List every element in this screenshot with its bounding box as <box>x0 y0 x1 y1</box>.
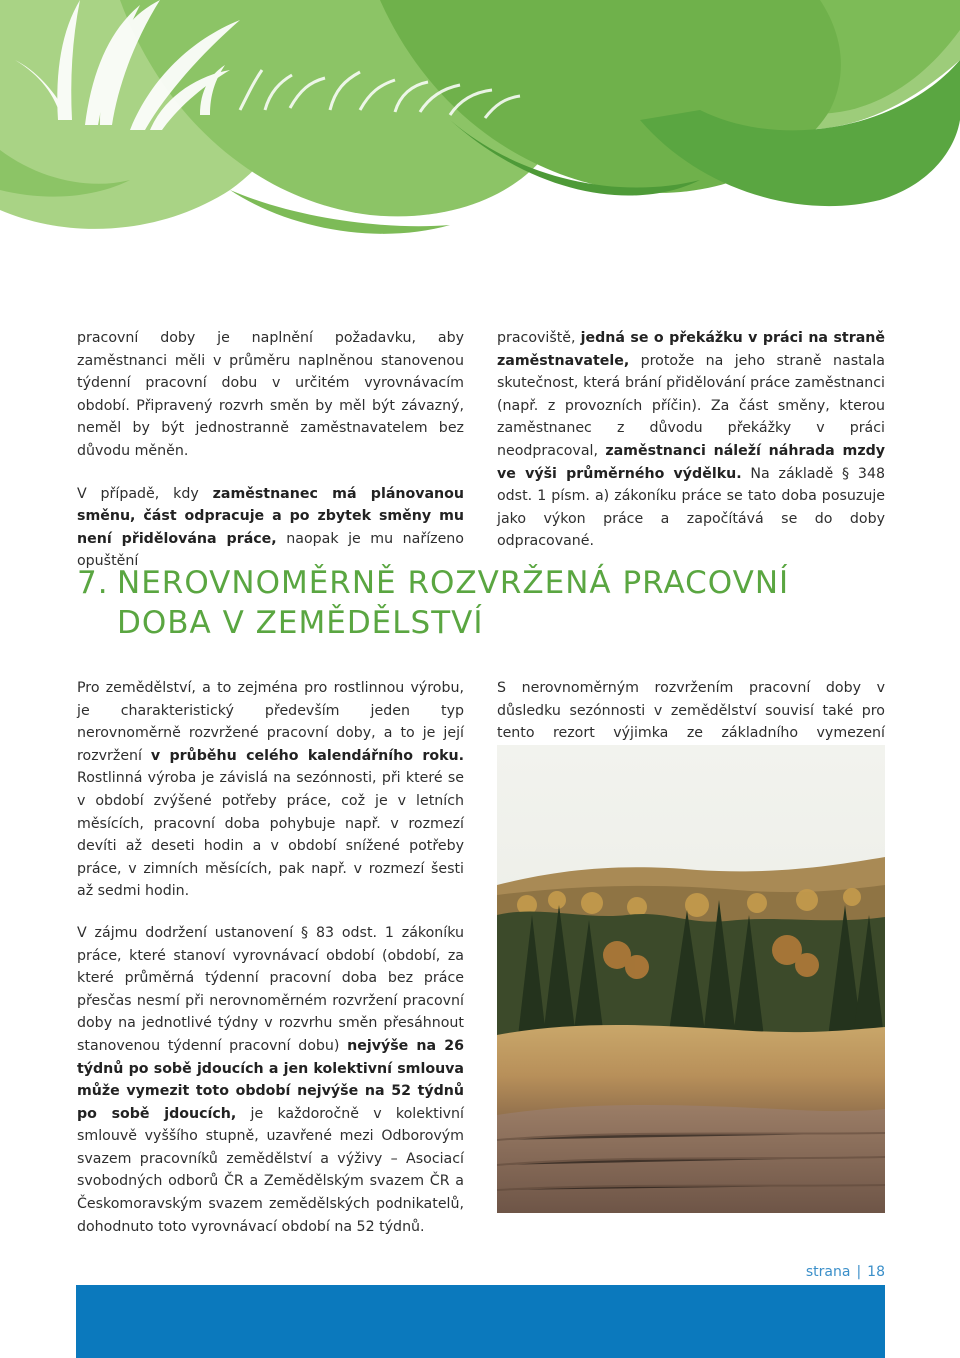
autumn-landscape-photo <box>497 745 885 1213</box>
paragraph <box>77 483 464 573</box>
text-column-bottom-left <box>77 677 464 1258</box>
page-number-value: 18 <box>867 1264 885 1280</box>
page-separator: | <box>856 1264 862 1280</box>
paragraph-bold-text: v průběhu celého kalendářního roku. <box>150 747 464 764</box>
paragraph-text: Rostlinná výroba je závislá na sezónnosti, při které se v období zvýšené potřeby práce, což je v letních měsících, pracovní doba pohybuje např. v rozmezí devíti až deseti hodin a v období snížené potřeby práce, v zimních měsících, pak např. v rozmezí šesti až sedmi hodin. <box>77 770 464 900</box>
paragraph-text: V zájmu dodržení ustanovení § 83 odst. 1 zákoníku práce, které stanoví vyrovnávací období (období, za které průměrná týdenní pracovní doba bez práce přesčas nesmí při nerovnoměrném rozvržení pracovní doby na jednotlivé týdny v rozvrhu směn přesáhnout stanovenou týdenní pracovní dobu) <box>77 924 464 1054</box>
paragraph-text: je každoročně v kolektivní smlouvě vyššího stupně, uzavřené mezi Odborovým svazem pracovníků zemědělství a výživy – Asociací svobodných odborů ČR a Zemědělským svazem ČR a Českomoravským svazem zemědělských podnikatelů, dohodnuto toto vyrovnávací období na 52 týdnů. <box>77 1105 464 1235</box>
paragraph <box>77 327 464 463</box>
paragraph-text: pracoviště, <box>497 330 581 346</box>
section-heading <box>77 563 897 643</box>
text-column-top-right <box>497 327 885 573</box>
section-title-line-2: DOBA V ZEMĚDĚLSTVÍ <box>117 605 484 641</box>
paragraph-bold-text: nejvýše na 26 týdnů po sobě jdoucích a jen kolektivní smlouva může vymezit toto období nejvýše na 52 týdnů po sobě jdoucích, <box>77 1037 464 1122</box>
page-label: strana <box>805 1264 851 1280</box>
paragraph <box>77 922 464 1238</box>
paragraph <box>77 677 464 903</box>
text-column-top-left <box>77 327 464 593</box>
section-title-line-1: NEROVNOMĚRNĚ ROZVRŽENÁ PRACOVNÍ <box>117 565 790 601</box>
paragraph-text: Pro zemědělství, a to zejména pro rostlinnou výrobu, je charakteristický především jeden typ nerovnoměrně rozvržené pracovní doby, a to je její rozvržení <box>77 680 464 764</box>
footer-bar <box>76 1285 885 1358</box>
paragraph-bold-text: zaměstnanci náleží náhrada mzdy ve výši průměrného výdělku. <box>497 442 885 482</box>
paragraph <box>497 327 885 553</box>
page-number <box>806 1264 885 1280</box>
header-leaf-illustration <box>0 0 960 250</box>
paragraph-text: naopak je mu nařízeno opuštění <box>77 530 464 570</box>
paragraph-bold-text: zaměstnanec má plánovanou směnu, část odpracuje a po zbytek směny mu není přidělována práce, <box>77 485 465 547</box>
paragraph-text: S nerovnoměrným rozvržením pracovní doby v důsledku sezónnosti v zemědělství souvisí také pro tento rezort výjimka ze základního vymezení <box>497 680 885 742</box>
paragraph-bold-text: jedná se o překážku v práci na straně zaměstnavatele, <box>497 330 885 369</box>
paragraph-text: protože na jeho straně nastala skutečnost, která brání přidělování práce zaměstnanci (např. z provozních příčin). Za část směny, kterou zaměstnanec z důvodu překážky v práci neodpracoval, <box>497 352 885 459</box>
paragraph-text: Na základě § 348 odst. 1 písm. a) zákoníku práce se tato doba posuzuje jako výkon práce a započítává se do doby odpracované. <box>497 465 885 550</box>
paragraph-text: V případě, kdy <box>77 485 213 502</box>
paragraph-text: pracovní doby je naplnění požadavku, aby zaměstnanci měli v průměru naplněnou stanovenou týdenní pracovní dobu v určitém vyrovnávacím období. Připravený rozvrh směn by měl být závazný, neměl by být jednostranně zaměstnavatelem bez důvodu měněn. <box>77 330 464 459</box>
section-number: 7. <box>77 565 109 601</box>
